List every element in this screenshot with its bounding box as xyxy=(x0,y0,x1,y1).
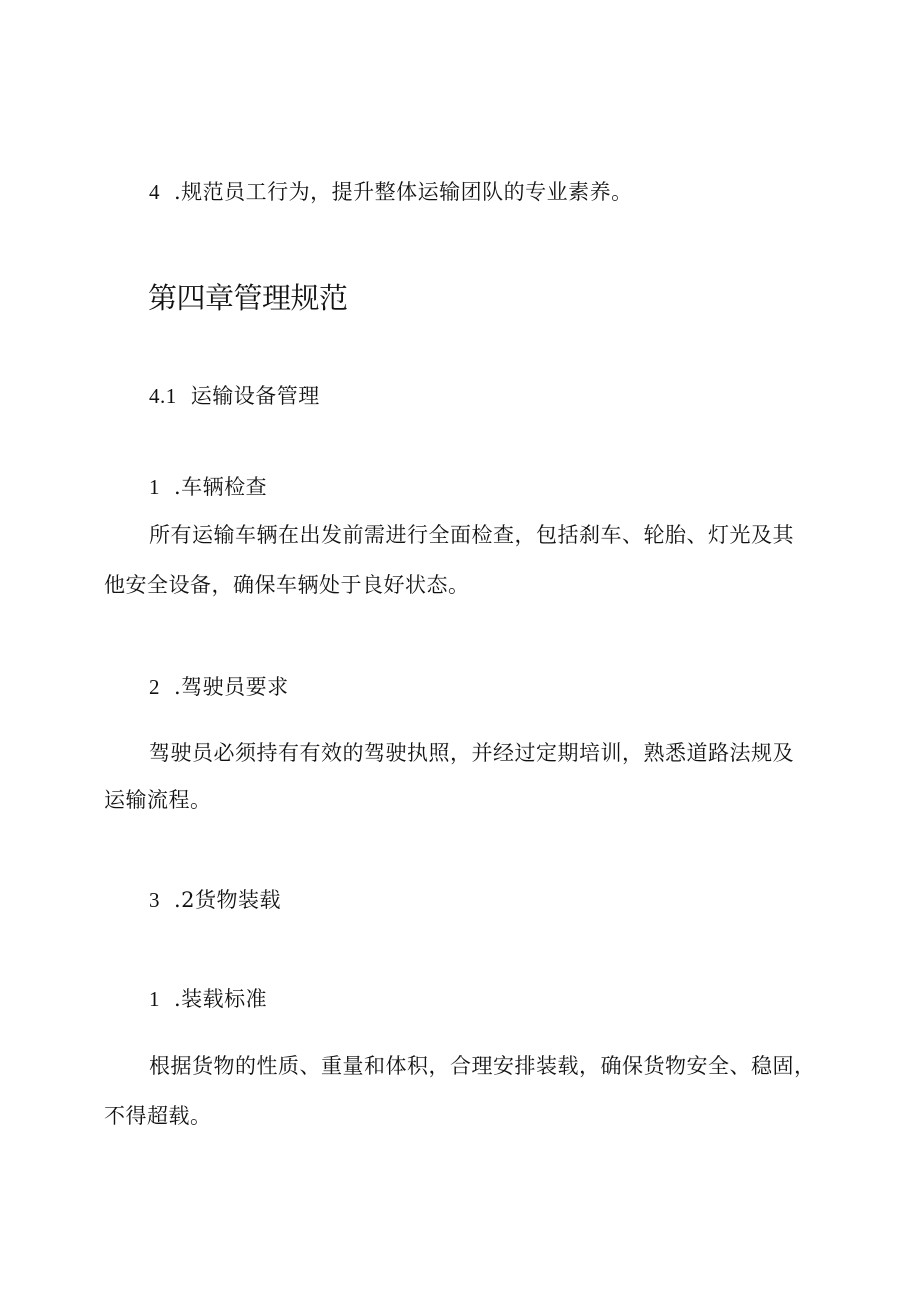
section-heading-4-1 xyxy=(149,382,320,410)
paragraph-line: 运输流程。 xyxy=(104,788,212,812)
subsection-heading-loading-standard xyxy=(149,985,267,1013)
paragraph-line: 他安全设备，确保车辆处于良好状态。 xyxy=(104,573,470,597)
subsection-number: 1 xyxy=(149,475,160,499)
paragraph-line: 不得超载。 xyxy=(104,1104,212,1128)
chapter-title: 第四章管理规范 xyxy=(148,281,348,315)
list-item-4 xyxy=(149,178,633,206)
section-number: 4.1 xyxy=(149,384,177,408)
list-item-text: .规范员工行为，提升整体运输团队的专业素养。 xyxy=(174,180,633,204)
subsection-title: .驾驶员要求 xyxy=(174,675,289,699)
paragraph-line: 驾驶员必须持有有效的驾驶执照，并经过定期培训，熟悉道路法规及 xyxy=(149,741,794,765)
list-item-number: 4 xyxy=(149,180,160,204)
subsection-heading-driver-requirements xyxy=(149,673,289,701)
subsection-title: .车辆检查 xyxy=(174,475,268,499)
subsection-number: 2 xyxy=(149,675,160,699)
section-title: .2货物装载 xyxy=(174,888,282,912)
paragraph-line: 根据货物的性质、重量和体积，合理安排装载，确保货物安全、稳固， xyxy=(149,1054,816,1078)
section-number: 3 xyxy=(149,888,160,912)
subsection-number: 1 xyxy=(149,987,160,1011)
section-title: 运输设备管理 xyxy=(190,384,320,408)
section-heading-cargo xyxy=(149,886,281,914)
subsection-heading-vehicle-check xyxy=(149,473,267,501)
subsection-title: .装载标准 xyxy=(174,987,268,1011)
paragraph-line: 所有运输车辆在出发前需进行全面检查，包括刹车、轮胎、灯光及其 xyxy=(149,523,794,547)
